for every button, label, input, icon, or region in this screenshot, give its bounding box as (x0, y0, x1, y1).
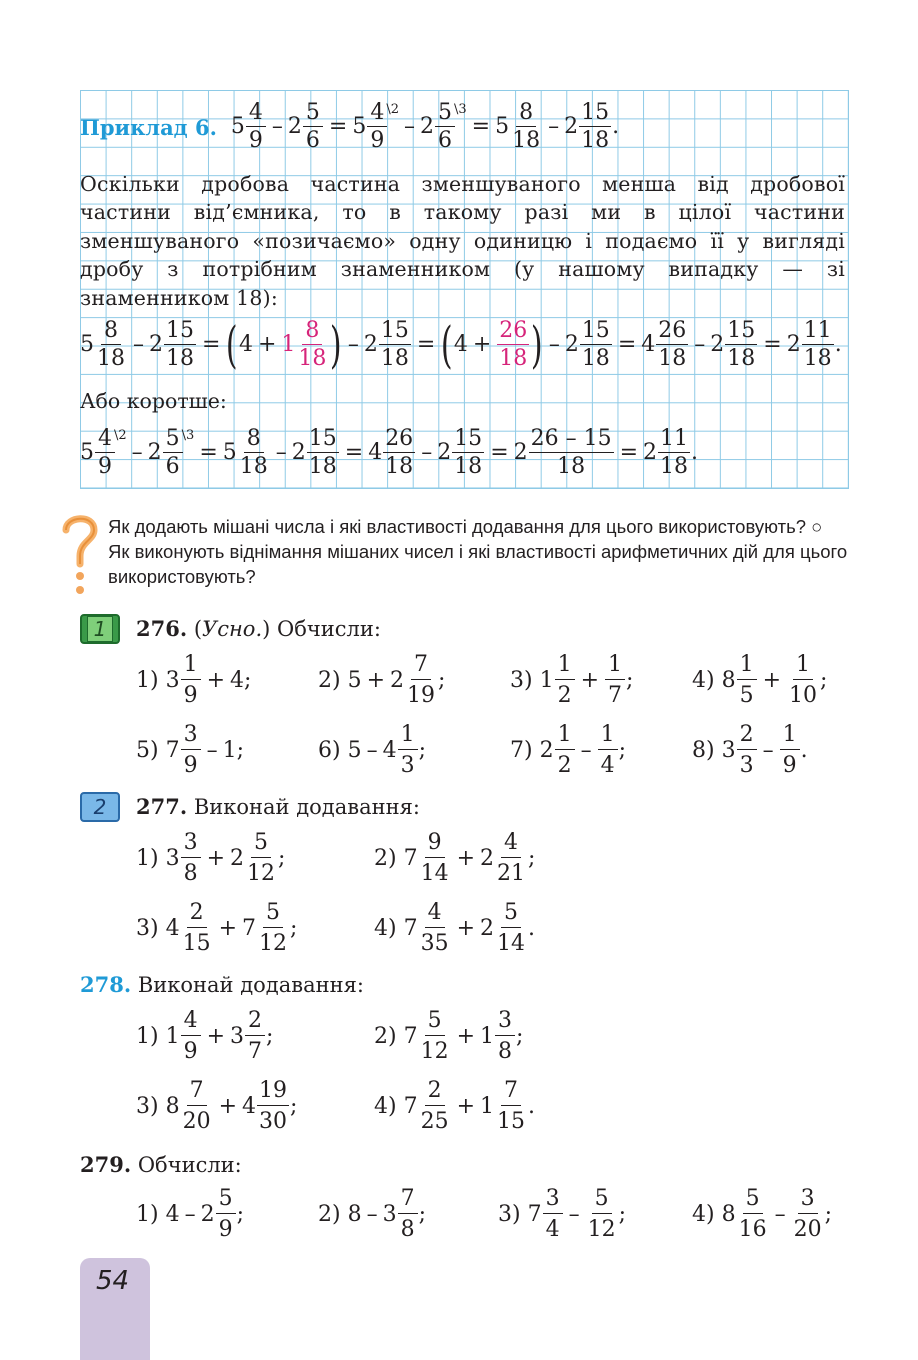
exercise-278-title: 278. Виконай додавання: (80, 972, 364, 997)
example-6-line1: Приклад 6. 5 4 9 – 2 $\frac{5}{6}$ = 5 $\frac{4}{9}$ \2 – 2 5 6 \3 = 5 $\frac{8}{18}$ – 2 15 18 . (80, 100, 620, 153)
ex278-item-2: 2) 7 5 12 + 1 $\frac{3}{8}$ ; (374, 1008, 524, 1064)
ex276-item-8: 8) 3 2 3 – 1 9 . (692, 722, 808, 778)
ex278-item-4: 4) 7 2 25 + 1 $\frac{7}{15}$ . (374, 1078, 536, 1134)
ex278-item-1: 1) 1 4 9 + 3 $\frac{2}{7}$ ; (136, 1008, 274, 1064)
ex276-item-3: 3) 1 1 2 + $\frac{1}{7}$ ; (510, 652, 634, 708)
ex276-item-2: 2) 5 + 2 $\frac{7}{19}$ ; (318, 652, 446, 708)
ex279-item-2: 2) 8 – 3 7 8 ; (318, 1186, 426, 1242)
ex276-item-4: 4) 8 1 5 + $\frac{1}{10}$ ; (692, 652, 828, 708)
ex277-item-4: 4) 7 4 35 + 2 $\frac{5}{14}$ . (374, 900, 536, 956)
ex277-item-1: 1) 3 3 8 + 2 $\frac{5}{12}$ ; (136, 830, 286, 886)
example-label: Приклад 6. (80, 114, 217, 140)
ex278-item-3: 3) 8 7 20 + 4 $\frac{19}{30}$ ; (136, 1078, 298, 1134)
ex279-item-3: 3) 7 3 4 – 5 12 ; (498, 1186, 626, 1242)
or-shorter-text: Або коротше: (80, 389, 227, 413)
ex277-item-2: 2) 7 9 14 + 2 $\frac{4}{21}$ ; (374, 830, 536, 886)
example-paragraph: Оскільки дробова частина зменшуваного менша від дробової частини від’ємника, то в такому разі ми в цілої частини зменшуваного «позичаємо» одну одиницю і подаємо її у вигляді дробу з потрібним знаменником (у нашому випадку — зі знаменником 18): (80, 172, 845, 310)
review-questions: Як додають мішані числа і які властивості додавання для цього використовують? ○ Як виконують віднімання мішаних чисел і які властивості арифметичних дій для цього використовують? (108, 516, 848, 587)
example-equation-short: 5 4 9 \2 – 2 5 6 \3 = 5 $\frac{8}{18}$ – 2 $\frac{15}{18}$ = 4 $\frac{26}{18}$ – 2 $\frac{15}{18}$ = 2 $\frac{26 - 15}{18}$ = 2 $\frac{11}{18}$ . (80, 426, 699, 479)
page-number: 54 (96, 1266, 130, 1296)
exercise-277-title: 277. Виконай додавання: (136, 794, 420, 819)
ex279-item-4: 4) 8 5 16 – 3 20 ; (692, 1186, 832, 1242)
level-2-badge: 2 (80, 792, 120, 822)
page-number-tab (80, 1258, 150, 1360)
ex276-item-7: 7) 2 1 2 – 1 4 ; (510, 722, 626, 778)
example-equation-long: 5 8 18 – 2 $\frac{15}{18}$ = ( 4 + 1 8 18 ) – 2 $\frac{15}{18}$ = ( 4 + $\frac{26}{18}$ ) – 2 $\frac{15}{18}$ = 4 $\frac{26}{18}$ – 2 $\frac{15}{18}$ = 2 $\frac{11}{18}$ . (80, 316, 842, 374)
exercise-279-title: 279. Обчисли: (80, 1152, 242, 1177)
question-mark-icon (60, 512, 100, 602)
ex276-item-5: 5) 7 3 9 – 1; (136, 722, 244, 778)
level-1-badge: 1 (80, 614, 120, 644)
ex276-item-1: 1) 3 1 9 + 4; (136, 652, 252, 708)
ex279-item-1: 1) 4 – 2 5 9 ; (136, 1186, 244, 1242)
ex276-item-6: 6) 5 – 4 1 3 ; (318, 722, 426, 778)
exercise-276-title: 276. (Усно.) Обчисли: (136, 616, 381, 641)
ex277-item-3: 3) 4 2 15 + 7 $\frac{5}{12}$ ; (136, 900, 298, 956)
